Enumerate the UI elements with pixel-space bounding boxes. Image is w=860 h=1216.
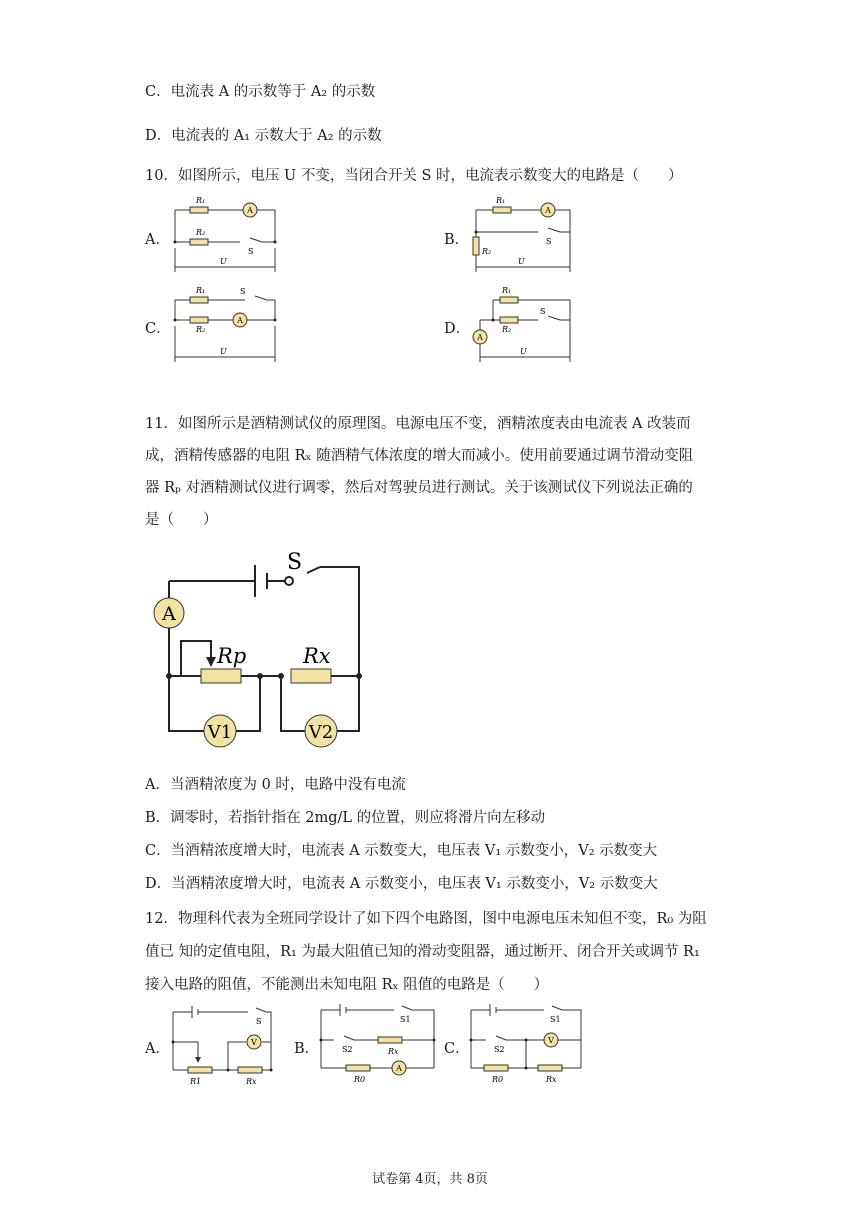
q10-label-c: C． bbox=[145, 321, 171, 337]
voltage-label: U bbox=[220, 347, 227, 356]
r0-label: R0 bbox=[354, 1075, 366, 1084]
switch-label: S bbox=[546, 237, 552, 246]
r2-label: R₂ bbox=[196, 228, 206, 237]
q11-option-c: C．当酒精浓度增大时，电流表 A 示数变大，电压表 V₁ 示数变小，V₂ 示数变大 bbox=[145, 843, 658, 859]
q12-stem-line-3: 接入电路的阻值，不能测出未知电阻 Rₓ 阻值的电路是（ ） bbox=[145, 977, 549, 993]
voltage-label: U bbox=[220, 257, 227, 266]
v2-label: V2 bbox=[308, 722, 334, 743]
q11-option-a: A．当酒精浓度为 0 时，电路中没有电流 bbox=[145, 777, 406, 793]
q9-option-c: C．电流表 A 的示数等于 A₂ 的示数 bbox=[145, 84, 376, 100]
q12-circuit-b bbox=[316, 1000, 441, 1090]
rx-label: Rx bbox=[246, 1077, 257, 1086]
ammeter-label: A bbox=[545, 206, 551, 215]
ammeter-label: A bbox=[247, 206, 253, 215]
q11-circuit bbox=[145, 543, 385, 753]
q10-circuit-a bbox=[170, 192, 280, 278]
q10-label-a: A． bbox=[145, 232, 170, 248]
s1-label: S1 bbox=[550, 1015, 561, 1024]
q11-option-d: D．当酒精浓度增大时，电流表 A 示数变小，电压表 V₁ 示数变小，V₂ 示数变大 bbox=[145, 876, 658, 892]
voltage-label: U bbox=[520, 347, 527, 356]
q11-stem-line-3: 器 Rₚ 对酒精测试仪进行调零，然后对驾驶员进行测试。关于该测试仪下列说法正确的 bbox=[145, 480, 693, 496]
rp-label: Rp bbox=[217, 644, 247, 668]
r2-label: R₂ bbox=[196, 325, 206, 334]
s2-label: S2 bbox=[494, 1045, 505, 1054]
switch-label: S bbox=[248, 247, 254, 256]
ammeter-label: A bbox=[237, 316, 243, 325]
q12-label-b: B． bbox=[294, 1041, 320, 1057]
ammeter-label: A bbox=[162, 603, 176, 625]
ammeter-label: A bbox=[477, 333, 483, 342]
q12-circuit-c bbox=[466, 1000, 591, 1090]
q9-option-d: D．电流表的 A₁ 示数大于 A₂ 的示数 bbox=[145, 128, 382, 144]
r1-label: R₁ bbox=[502, 286, 512, 295]
q11-stem-line-4: 是（ ） bbox=[145, 512, 218, 528]
switch-label: S bbox=[287, 550, 303, 575]
s2-label: S2 bbox=[342, 1045, 353, 1054]
q10-circuit-b bbox=[468, 192, 578, 278]
q12-label-c: C． bbox=[444, 1041, 470, 1057]
r2-label: R₂ bbox=[502, 325, 512, 334]
switch-label: S bbox=[256, 1017, 262, 1026]
r1-label: R1 bbox=[190, 1077, 202, 1086]
r0-label: R0 bbox=[492, 1075, 504, 1084]
switch-label: S bbox=[540, 307, 546, 316]
voltmeter-label: V bbox=[251, 1038, 257, 1047]
q10-label-b: B． bbox=[444, 232, 470, 248]
r1-label: R₁ bbox=[496, 196, 506, 205]
r2-label: R₂ bbox=[482, 247, 492, 256]
voltmeter-label: V bbox=[548, 1036, 554, 1045]
switch-label: S bbox=[240, 287, 246, 296]
r1-label: R₁ bbox=[196, 286, 206, 295]
page-footer: 试卷第 4页，共 8页 bbox=[372, 1172, 488, 1187]
q12-stem-line-2: 值已 知的定值电阻，R₁ 为最大阻值已知的滑动变阻器，通过断开、闭合开关或调节 R₁ bbox=[145, 944, 700, 960]
s1-label: S1 bbox=[400, 1015, 411, 1024]
v1-label: V1 bbox=[207, 722, 233, 743]
q12-label-a: A． bbox=[145, 1041, 170, 1057]
q11-stem-line-2: 成，酒精传感器的电阻 Rₓ 随酒精气体浓度的增大而减小。使用前要通过调节滑动变阻 bbox=[145, 448, 694, 464]
q12-circuit-a bbox=[168, 1002, 278, 1090]
q10-circuit-d bbox=[468, 282, 578, 368]
q10-label-d: D． bbox=[444, 321, 471, 337]
voltage-label: U bbox=[518, 257, 525, 266]
ammeter-label: A bbox=[396, 1064, 402, 1073]
q11-stem-line-1: 11．如图所示是酒精测试仪的原理图。电源电压不变，酒精浓度表由电流表 A 改装而 bbox=[145, 416, 691, 432]
rx-label: Rx bbox=[388, 1047, 399, 1056]
rx-label: Rx bbox=[546, 1075, 557, 1084]
q10-stem: 10．如图所示，电压 U 不变，当闭合开关 S 时，电流表示数变大的电路是（ ） bbox=[145, 168, 683, 184]
q11-option-b: B．调零时，若指针指在 2mg/L 的位置，则应将滑片向左移动 bbox=[145, 810, 546, 826]
q12-stem-line-1: 12．物理科代表为全班同学设计了如下四个电路图，图中电源电压未知但不变，R₀ 为阻 bbox=[145, 911, 707, 927]
rx-label: Rx bbox=[303, 644, 331, 668]
q10-circuit-c bbox=[170, 282, 280, 368]
r1-label: R₁ bbox=[196, 196, 206, 205]
